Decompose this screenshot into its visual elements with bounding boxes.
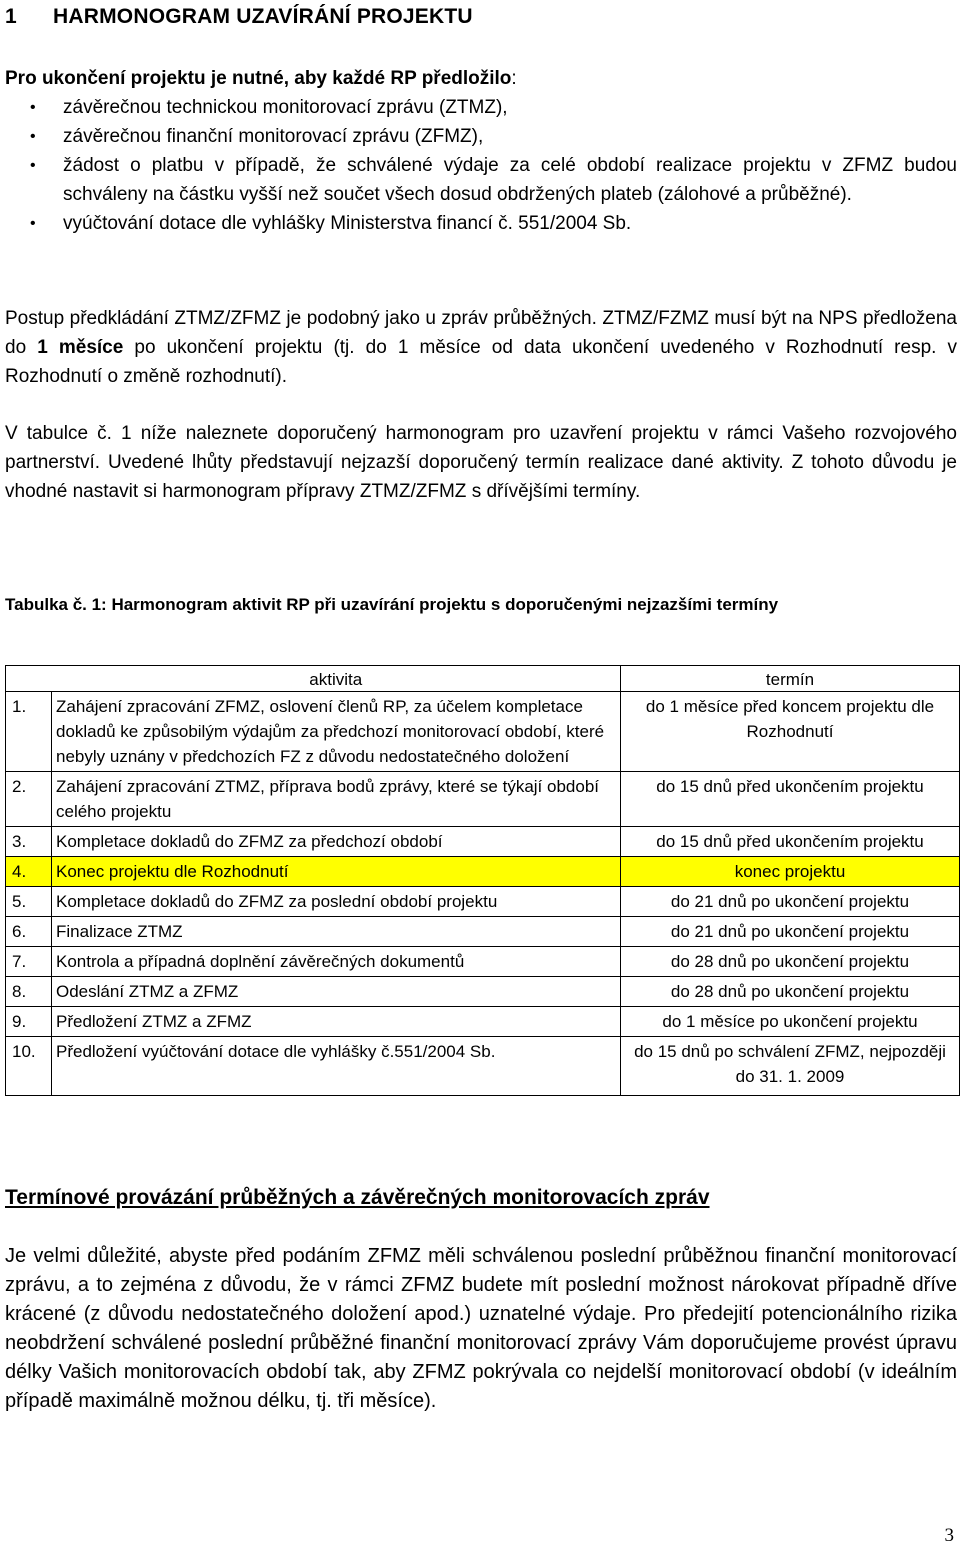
row-term: do 1 měsíce před koncem projektu dle Rozhodnutí [621,692,960,772]
table-row [6,772,960,827]
row-activity: Kompletace dokladů do ZFMZ za předchozí období [52,827,621,857]
row-number: 8. [6,977,52,1007]
row-activity: Předložení vyúčtování dotace dle vyhlášky č.551/2004 Sb. [52,1037,621,1096]
row-term: do 1 měsíce po ukončení projektu [621,1007,960,1037]
row-term: do 28 dnů po ukončení projektu [621,947,960,977]
table-row [6,692,960,772]
chapter-number: 1 [5,5,17,28]
schedule-table [5,665,960,1096]
header-num-cell [6,666,52,692]
bullet-icon: • [30,215,36,232]
list-item [5,93,957,122]
paragraph-bold-text: 1 měsíce [37,337,124,358]
row-term: do 21 dnů po ukončení projektu [621,887,960,917]
paragraph-postup [5,304,957,391]
table-caption: Tabulka č. 1: Harmonogram aktivit RP při uzavírání projektu s doporučenými nejzazšími termíny [5,595,779,614]
row-term: konec projektu [621,857,960,887]
list-item-text: závěrečnou technickou monitorovací zprávu (ZTMZ), [63,97,508,118]
row-activity: Odeslání ZTMZ a ZFMZ [52,977,621,1007]
table-row [6,827,960,857]
row-number: 7. [6,947,52,977]
list-item-text: žádost o platbu v případě, že schválené výdaje za celé období realizace projektu v ZFMZ budou schváleny na částku vyšší než součet všech dosud obdržených plateb (zálohové a průběžné). [63,155,957,205]
row-number: 2. [6,772,52,827]
bullet-icon: • [30,128,36,145]
row-number: 10. [6,1037,52,1096]
required-documents-list [5,93,957,238]
row-activity: Konec projektu dle Rozhodnutí [52,857,621,887]
document-page [5,0,957,1551]
intro-lead [5,64,957,93]
row-term: do 15 dnů před ukončením projektu [621,772,960,827]
table-row [6,1007,960,1037]
header-activity: aktivita [52,666,621,692]
intro-block [5,64,957,238]
table-row [6,977,960,1007]
row-activity: Zahájení zpracování ZTMZ, příprava bodů zprávy, které se týkají období celého projektu [52,772,621,827]
row-number: 5. [6,887,52,917]
row-term: do 28 dnů po ukončení projektu [621,977,960,1007]
paragraph-text: po ukončení projektu (tj. do 1 měsíce od data ukončení uvedeného v Rozhodnutí resp. v Rozhodnutí o změně rozhodnutí). [5,337,957,387]
section-heading: Termínové provázání průběžných a závěrečných monitorovacích zpráv [5,1186,710,1209]
list-item-text: závěrečnou finanční monitorovací zprávu (ZFMZ), [63,126,484,147]
list-item [5,151,957,209]
table-header-row [6,666,960,692]
row-activity: Zahájení zpracování ZFMZ, oslovení členů RP, za účelem kompletace dokladů ke způsobilým výdajům za předchozí monitorovací období, které nebyly uznány v předchozích FZ z důvodu nedostatečného doložení [52,692,621,772]
bullet-icon: • [30,157,36,174]
row-term: do 15 dnů po schválení ZFMZ, nejpozději do 31. 1. 2009 [621,1037,960,1096]
table-row [6,947,960,977]
bullet-icon: • [30,99,36,116]
row-number: 9. [6,1007,52,1037]
list-item [5,209,957,238]
header-term: termín [621,666,960,692]
row-activity: Kompletace dokladů do ZFMZ za poslední období projektu [52,887,621,917]
table-row [6,1037,960,1096]
row-number: 1. [6,692,52,772]
chapter-title: HARMONOGRAM UZAVÍRÁNÍ PROJEKTU [53,5,473,28]
paragraph-tabulka: V tabulce č. 1 níže naleznete doporučený harmonogram pro uzavření projektu v rámci Vašeho rozvojového partnerství. Uvedené lhůty představují nejzazší doporučený termín realizace dané aktivity. Z tohoto důvodu je vhodné nastavit si harmonogram přípravy ZTMZ/ZFMZ s dřívějšími termíny. [5,423,957,502]
row-term: do 21 dnů po ukončení projektu [621,917,960,947]
row-number: 3. [6,827,52,857]
row-activity: Kontrola a případná doplnění závěrečných dokumentů [52,947,621,977]
paragraph-terminove: Je velmi důležité, abyste před podáním ZFMZ měli schválenou poslední průběžnou finanční monitorovací zprávu, a to zejména z důvodu, že v rámci ZFMZ budete mít poslední možnost nárokovat případně dříve krácené (z důvodu nedostatečného doložení apod.) uznatelné výdaje. Pro předejití potencionálního rizika neobdržení schválené poslední průběžné finanční monitorovací zprávy Vám doporučujeme provést úpravu délky Vašich monitorovacích období tak, aby ZFMZ pokrývala co nejdelší monitorovací období (v ideálním případě maximálně možnou délku, tj. tři měsíce). [5,1245,957,1412]
row-number: 6. [6,917,52,947]
table-row [6,917,960,947]
chapter-heading [5,5,473,29]
row-activity: Předložení ZTMZ a ZFMZ [52,1007,621,1037]
list-item-text: vyúčtování dotace dle vyhlášky Ministerstva financí č. 551/2004 Sb. [63,213,632,234]
table-row [6,857,960,887]
row-activity: Finalizace ZTMZ [52,917,621,947]
row-number: 4. [6,857,52,887]
page-number: 3 [944,1525,954,1546]
row-term: do 15 dnů před ukončením projektu [621,827,960,857]
intro-lead-rest: : [511,68,517,89]
table-body [6,692,960,1096]
intro-lead-bold: Pro ukončení projektu je nutné, aby každé RP předložilo [5,68,512,89]
paragraph-text: Postup předkládání ZTMZ/ZFMZ je podobný jako u zpráv průběžných. ZTMZ/FZMZ musí být na NPS předložena do [5,308,957,358]
list-item [5,122,957,151]
table-row [6,887,960,917]
